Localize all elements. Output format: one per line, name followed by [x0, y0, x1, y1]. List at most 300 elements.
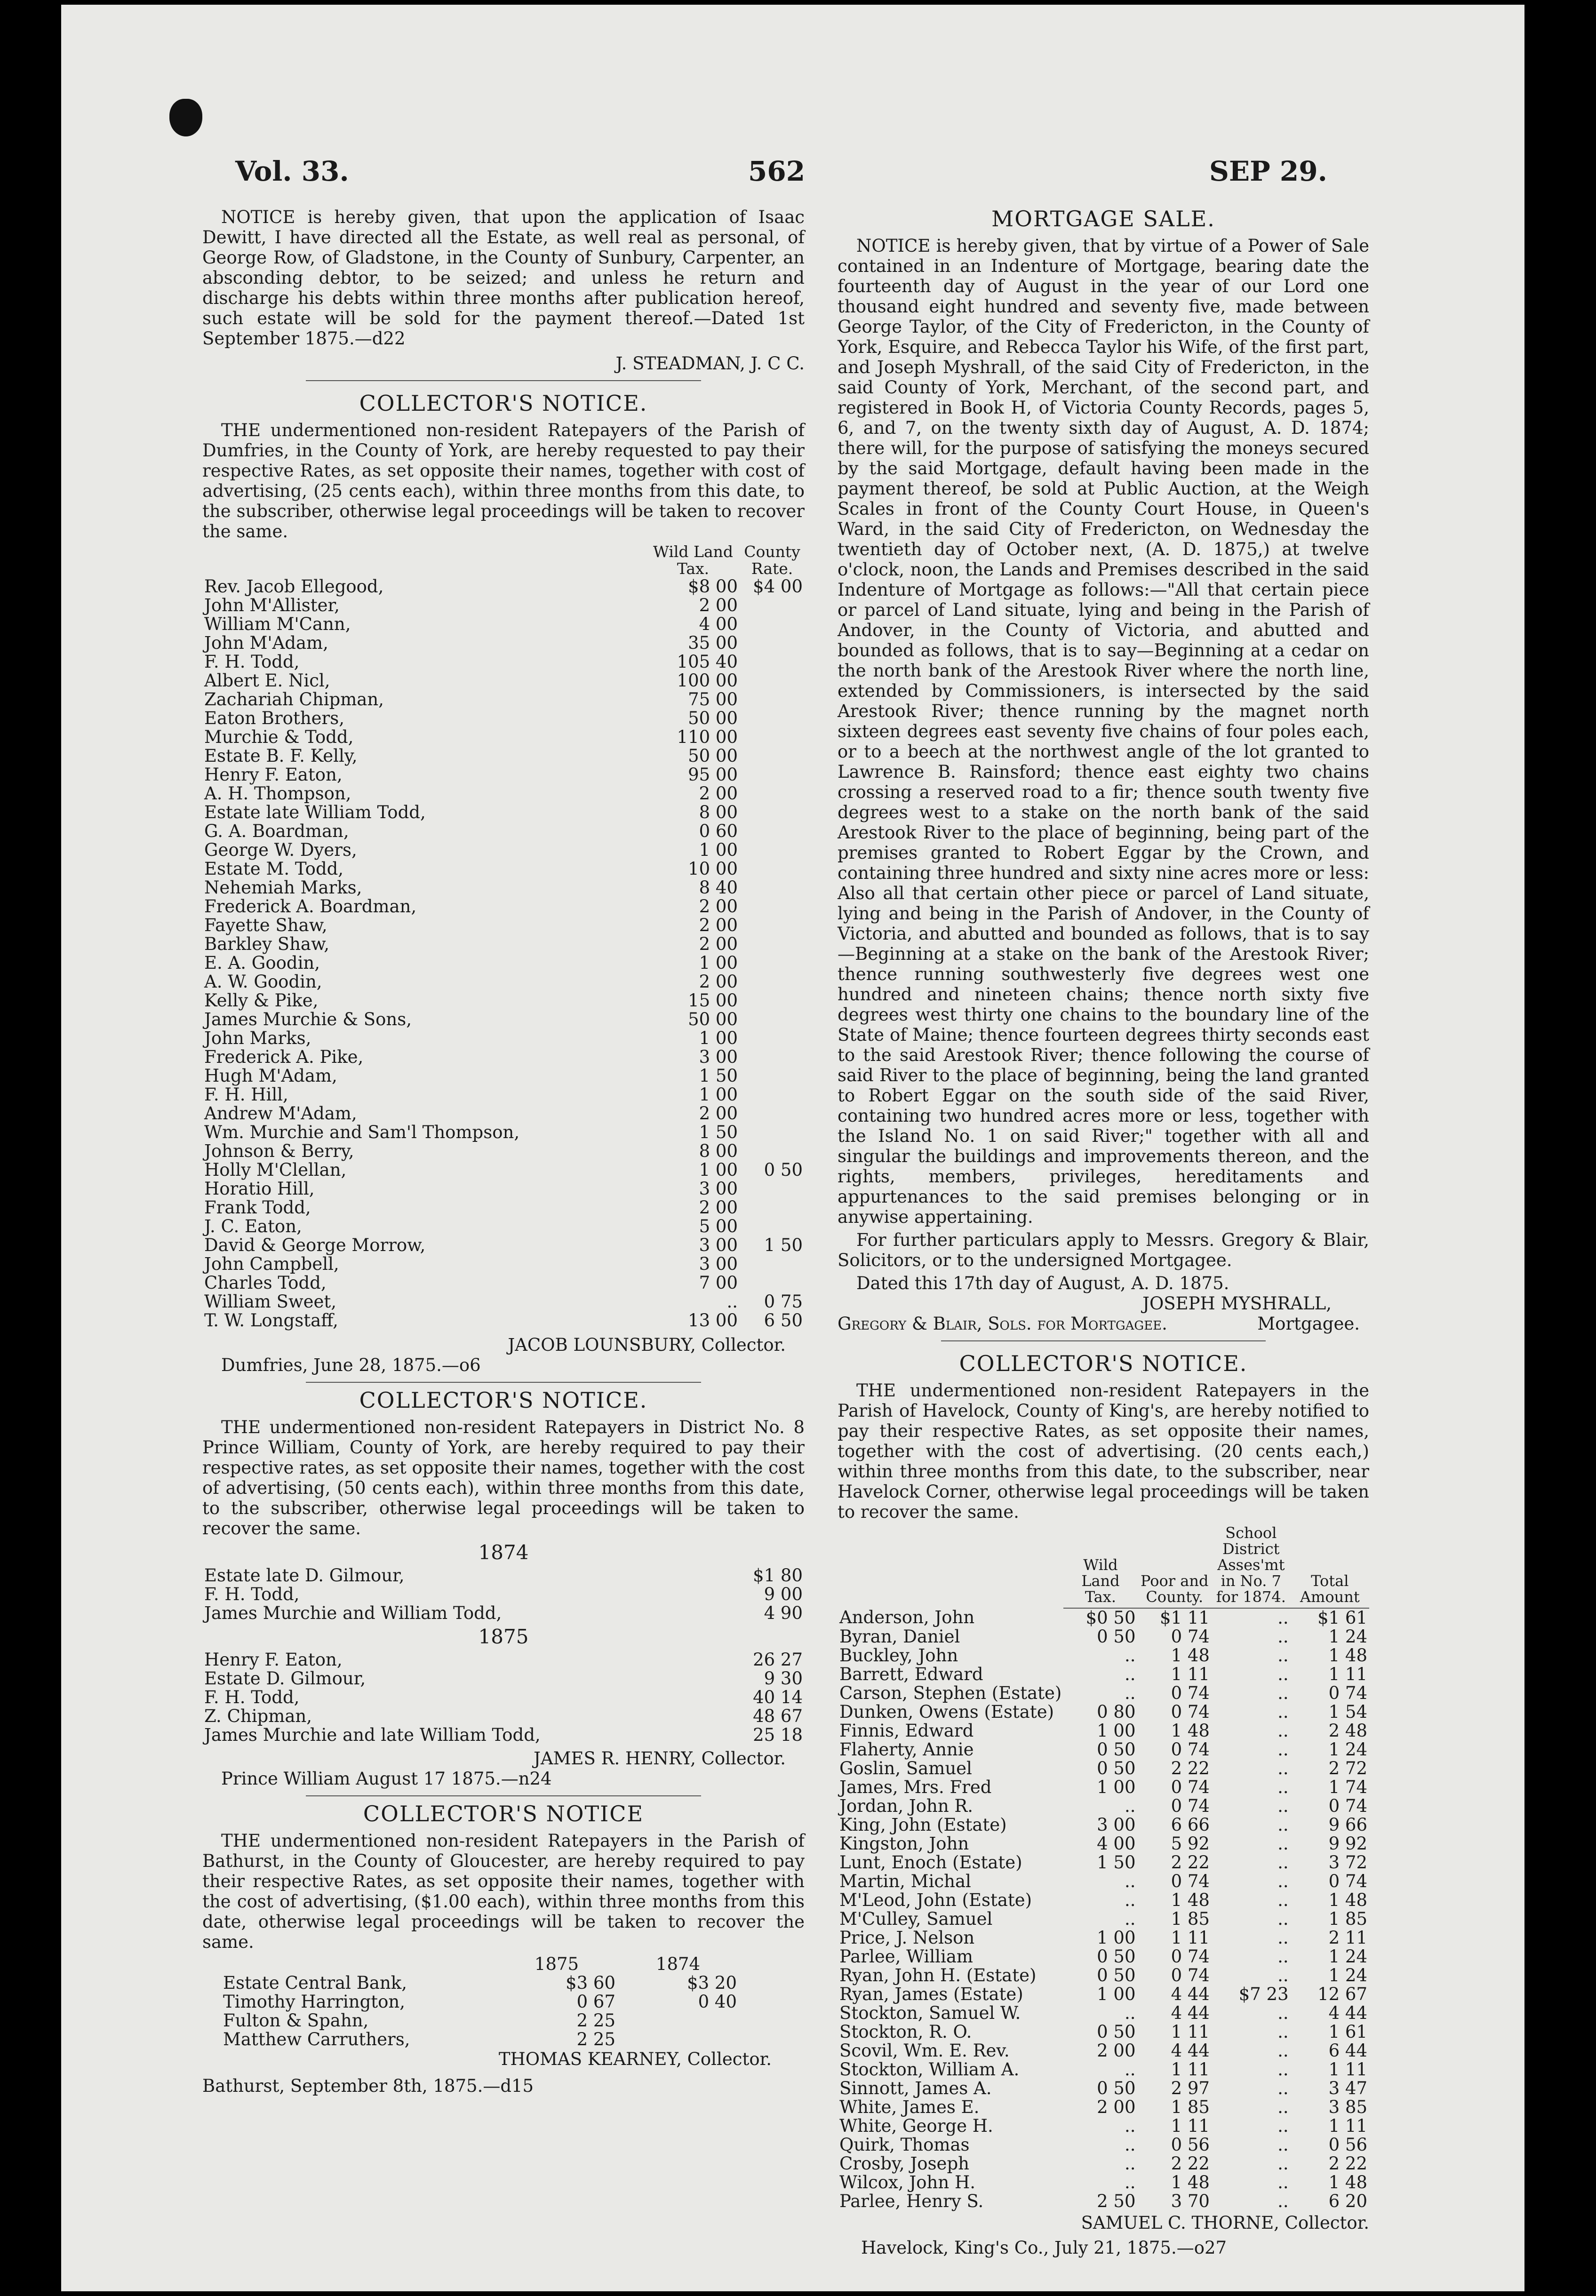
- rate-value: 0 50: [1097, 1965, 1136, 1985]
- rate-value: 1 11: [1171, 2022, 1210, 2042]
- table-row: [221, 1993, 739, 2011]
- rate-value: 110 00: [677, 727, 738, 747]
- table-row: [202, 747, 805, 765]
- table-row: [838, 1891, 1369, 1910]
- table-row: [838, 2154, 1369, 2173]
- ratepayer-name: Frederick A. Pike,: [204, 1047, 364, 1067]
- table-row: [202, 1292, 805, 1311]
- rate-value: 4 90: [764, 1603, 803, 1623]
- column-header: School District Asses'mt in No. 7 for 1874.: [1212, 1525, 1291, 1608]
- rate-value: ..: [1277, 2097, 1289, 2117]
- havelock-table: [838, 1525, 1369, 2211]
- table-row: [838, 2136, 1369, 2154]
- rate-value: 95 00: [688, 765, 738, 785]
- rate-value: $0 50: [1085, 1608, 1136, 1628]
- rate-value: 0 74: [1171, 1946, 1210, 1967]
- table-row: [838, 1872, 1369, 1891]
- rate-value: 1 11: [1171, 2116, 1210, 2136]
- rate-value: 1 00: [1097, 1721, 1136, 1741]
- rate-value: [740, 1180, 805, 1198]
- table-row: [838, 2004, 1369, 2023]
- prince-william-1874-table: [202, 1566, 805, 1623]
- prince-william-heading: COLLECTOR'S NOTICE.: [359, 1387, 648, 1413]
- ratepayer-name: Scovil, Wm. E. Rev.: [839, 2041, 1010, 2061]
- ink-blot-mark: [169, 99, 202, 136]
- rate-value: 1 00: [699, 1160, 738, 1180]
- ratepayer-name: White, James E.: [839, 2097, 980, 2117]
- table-header-row: [838, 1525, 1369, 1608]
- rate-value: [617, 2011, 739, 2030]
- rate-value: 2 00: [699, 1103, 738, 1124]
- prince-william-1875-table: [202, 1650, 805, 1745]
- ratepayer-name: Frederick A. Boardman,: [204, 896, 417, 917]
- table-row: [202, 634, 805, 653]
- table-row: [202, 615, 805, 634]
- rate-value: 13 00: [688, 1310, 738, 1331]
- page-number: 562: [748, 155, 806, 187]
- rate-value: 8 00: [699, 1141, 738, 1161]
- ratepayer-name: Parlee, Henry S.: [839, 2191, 984, 2211]
- rate-value: 0 74: [1171, 1777, 1210, 1797]
- rate-value: $8 00: [688, 576, 738, 597]
- rate-value: [617, 2030, 739, 2049]
- rate-value: 12 67: [1317, 1984, 1367, 2004]
- rate-value: 1 11: [1171, 1928, 1210, 1948]
- rate-value: ..: [1277, 1871, 1289, 1891]
- rate-value: 5 00: [699, 1216, 738, 1236]
- ratepayer-name: F. H. Todd,: [204, 1584, 300, 1604]
- table-row: [202, 860, 805, 878]
- rate-value: 2 00: [1097, 2041, 1136, 2061]
- table-row: [838, 2173, 1369, 2192]
- table-row: [202, 671, 805, 690]
- rate-value: 4 44: [1171, 1984, 1210, 2004]
- rate-value: 26 27: [753, 1650, 803, 1670]
- prince-william-date: Prince William August 17 1875.—n24: [221, 1769, 552, 1789]
- ratepayer-name: Estate Central Bank,: [223, 1973, 407, 1993]
- ratepayer-name: A. W. Goodin,: [204, 972, 322, 992]
- rate-value: 1 48: [1171, 1645, 1210, 1666]
- ratepayer-name: E. A. Goodin,: [204, 953, 320, 973]
- rate-value: 0 74: [1328, 1871, 1367, 1891]
- rate-value: ..: [1277, 1758, 1289, 1778]
- ratepayer-name: John Campbell,: [204, 1254, 339, 1274]
- table-row: [202, 973, 805, 991]
- rate-value: $4 00: [753, 576, 803, 597]
- rate-value: $7 23: [1238, 1984, 1289, 2004]
- bathurst-collector: THOMAS KEARNEY, Collector.: [498, 2049, 772, 2069]
- rate-value: ..: [1277, 2116, 1289, 2136]
- dumfries-rows: [202, 577, 805, 1330]
- rate-value: ..: [1277, 1645, 1289, 1666]
- ratepayer-name: David & George Morrow,: [204, 1235, 426, 1255]
- year-column-header: 1875: [534, 1954, 579, 1974]
- rate-value: ..: [1277, 1852, 1289, 1873]
- table-row: [838, 1797, 1369, 1816]
- table-row: [838, 1834, 1369, 1853]
- rate-value: $3 20: [687, 1973, 737, 1993]
- rate-value: 1 00: [699, 1084, 738, 1105]
- rate-value: 4 44: [1171, 2041, 1210, 2061]
- rate-value: 1 11: [1328, 1664, 1367, 1684]
- table-row: [202, 1274, 805, 1292]
- ratepayer-name: Eaton Brothers,: [204, 708, 344, 728]
- table-row: [202, 1688, 805, 1707]
- rate-value: 1 48: [1328, 1890, 1367, 1910]
- table-row: [202, 765, 805, 784]
- rate-value: 7 00: [699, 1273, 738, 1293]
- table-row: [202, 935, 805, 954]
- rate-value: [740, 671, 805, 690]
- table-row: [221, 1974, 739, 1993]
- ratepayer-name: F. H. Todd,: [204, 1687, 300, 1707]
- rate-value: [740, 1274, 805, 1292]
- ratepayer-name: Goslin, Samuel: [839, 1758, 972, 1778]
- table-row: [202, 822, 805, 841]
- ratepayer-name: James Murchie & Sons,: [204, 1009, 412, 1029]
- havelock-heading: COLLECTOR'S NOTICE.: [959, 1351, 1248, 1376]
- havelock-intro: THE undermentioned non-resident Ratepayers in the Parish of Havelock, County of King's, are hereby notified to pay their respective Rates, as set opposite their names, together with the cost of advertising. (20 cents each,) within three months from this date, to the subscriber, near Havelock Corner, otherwise legal proceedings will be taken to recover the same.: [838, 1380, 1369, 1522]
- ratepayer-name: Ryan, James (Estate): [839, 1984, 1023, 2004]
- rate-value: 0 80: [1097, 1702, 1136, 1722]
- rate-value: [740, 1255, 805, 1274]
- table-row: [838, 2079, 1369, 2098]
- rate-value: ..: [1277, 1890, 1289, 1910]
- rate-value: 105 40: [677, 652, 738, 672]
- rate-value: 1 00: [699, 1028, 738, 1048]
- table-row: [838, 1853, 1369, 1872]
- rate-value: 0 50: [764, 1160, 803, 1180]
- bathurst-heading: COLLECTOR'S NOTICE: [363, 1801, 644, 1826]
- rate-value: 1 61: [1328, 2022, 1367, 2042]
- ratepayer-name: James Murchie and late William Todd,: [204, 1725, 541, 1745]
- ratepayer-name: Estate B. F. Kelly,: [204, 746, 358, 766]
- ratepayer-name: T. W. Longstaff,: [204, 1310, 338, 1331]
- table-row: [202, 596, 805, 615]
- ratepayer-name: Johnson & Berry,: [204, 1141, 354, 1161]
- table-row: [202, 577, 805, 596]
- rate-value: 6 66: [1171, 1815, 1210, 1835]
- ratepayer-name: White, George H.: [839, 2116, 993, 2136]
- rate-value: 1 00: [1097, 1777, 1136, 1797]
- ratepayer-name: Jordan, John R.: [839, 1796, 974, 1816]
- rate-value: 6 50: [764, 1310, 803, 1331]
- table-row: [202, 1566, 805, 1585]
- table-row: [838, 1684, 1369, 1703]
- rate-value: 0 56: [1328, 2135, 1367, 2155]
- rate-value: $1 61: [1317, 1608, 1367, 1628]
- table-row: [838, 2041, 1369, 2060]
- rate-value: 0 74: [1328, 1796, 1367, 1816]
- ratepayer-name: Stockton, William A.: [839, 2059, 1020, 2080]
- ratepayer-name: Flaherty, Annie: [839, 1739, 974, 1760]
- rate-value: ..: [1124, 2172, 1136, 2192]
- rate-value: ..: [726, 1292, 738, 1312]
- ratepayer-name: Wilcox, John H.: [839, 2172, 975, 2192]
- rate-value: [740, 991, 805, 1010]
- rate-value: 50 00: [688, 1009, 738, 1029]
- left-column: [202, 207, 805, 2096]
- ratepayer-name: John M'Adam,: [204, 633, 328, 653]
- rate-value: 2 22: [1328, 2153, 1367, 2174]
- rate-value: [740, 954, 805, 973]
- rate-value: ..: [1277, 1702, 1289, 1722]
- dumfries-collector: JACOB LOUNSBURY, Collector.: [508, 1335, 786, 1355]
- right-column: [838, 207, 1369, 2258]
- rate-value: 2 22: [1171, 2153, 1210, 2174]
- ratepayer-name: Matthew Carruthers,: [223, 2029, 410, 2049]
- ratepayer-name: Wm. Murchie and Sam'l Thompson,: [204, 1122, 520, 1142]
- table-row: [838, 1627, 1369, 1646]
- table-row: [202, 878, 805, 897]
- rate-value: 0 50: [1097, 1739, 1136, 1760]
- table-row: [838, 2192, 1369, 2211]
- ratepayer-name: G. A. Boardman,: [204, 821, 349, 841]
- dewitt-notice-text: NOTICE is hereby given, that upon the application of Isaac Dewitt, I have directed all the Estate, as well real as personal, of George Row, of Gladstone, in the County of Sunbury, Carpenter, an absconding debtor, to be seized; and unless he return and discharge his debts within three months after publication hereof, such estate will be sold for the payment thereof.—Dated 1st September 1875.—d22: [202, 207, 805, 349]
- table-row: [838, 2060, 1369, 2079]
- rate-value: [740, 1048, 805, 1067]
- issue-date: SEP 29.: [1209, 155, 1327, 187]
- rate-value: [740, 728, 805, 747]
- rate-value: 2 48: [1328, 1721, 1367, 1741]
- table-row: [202, 954, 805, 973]
- table-row: [202, 916, 805, 935]
- rate-value: ..: [1277, 2059, 1289, 2080]
- rate-value: ..: [1277, 1965, 1289, 1985]
- rate-value: 0 74: [1171, 1965, 1210, 1985]
- rate-value: 2 00: [699, 896, 738, 917]
- rate-value: [740, 803, 805, 822]
- table-row: [838, 1778, 1369, 1797]
- rate-value: ..: [1277, 2135, 1289, 2155]
- rate-value: ..: [1277, 1777, 1289, 1797]
- ratepayer-name: Byran, Daniel: [839, 1626, 960, 1647]
- ratepayer-name: Timothy Harrington,: [223, 1992, 406, 2012]
- dumfries-table: [202, 543, 805, 1330]
- ratepayer-name: Parlee, William: [839, 1946, 973, 1967]
- rate-value: 3 47: [1328, 2078, 1367, 2098]
- rate-value: ..: [1277, 1928, 1289, 1948]
- bathurst-intro: THE undermentioned non-resident Ratepayers in the Parish of Bathurst, in the County of Gloucester, are hereby required to pay their respective Rates, as set opposite their names, together with the cost of advertising, ($1.00 each), within three months from this date, otherwise legal proceedings will be taken to recover the same.: [202, 1831, 805, 1952]
- table-row: [838, 1608, 1369, 1627]
- rate-value: 1 50: [699, 1066, 738, 1086]
- rate-value: 6 20: [1328, 2191, 1367, 2211]
- table-row: [202, 1217, 805, 1236]
- rate-value: 9 30: [764, 1668, 803, 1689]
- rate-value: 2 00: [699, 934, 738, 954]
- table-row: [838, 1985, 1369, 2004]
- rate-value: 0 40: [698, 1992, 737, 2012]
- rate-value: ..: [1124, 2153, 1136, 2174]
- rate-value: 1 85: [1328, 1909, 1367, 1929]
- ratepayer-name: Carson, Stephen (Estate): [839, 1683, 1062, 1703]
- dumfries-heading: COLLECTOR'S NOTICE.: [359, 391, 648, 416]
- rate-value: ..: [1277, 2191, 1289, 2211]
- table-row: [202, 709, 805, 728]
- dumfries-date: Dumfries, June 28, 1875.—o6: [221, 1355, 481, 1375]
- rate-value: 8 00: [699, 802, 738, 822]
- table-row: [202, 1123, 805, 1142]
- rate-value: ..: [1277, 1664, 1289, 1684]
- table-row: [202, 1669, 805, 1688]
- ratepayer-name: Estate late William Todd,: [204, 802, 426, 822]
- table-row: [838, 2023, 1369, 2041]
- rate-value: 0 56: [1171, 2135, 1210, 2155]
- rate-value: 0 74: [1171, 1796, 1210, 1816]
- mortgagee-name: JOSEPH MYSHRALL,: [1142, 1293, 1332, 1314]
- rate-value: 1 48: [1328, 2172, 1367, 2192]
- rate-value: ..: [1277, 2041, 1289, 2061]
- rate-value: [740, 1067, 805, 1085]
- rate-value: 3 70: [1171, 2191, 1210, 2211]
- mortgagee-label: Mortgagee.: [1257, 1314, 1360, 1334]
- rate-value: 1 74: [1328, 1777, 1367, 1797]
- ratepayer-name: Charles Todd,: [204, 1273, 327, 1293]
- rate-value: ..: [1124, 2059, 1136, 2080]
- rate-value: [740, 596, 805, 615]
- table-row: [202, 653, 805, 671]
- rate-value: [740, 615, 805, 634]
- table-row: [202, 1142, 805, 1161]
- ratepayer-name: Frank Todd,: [204, 1197, 311, 1218]
- rate-value: 0 50: [1097, 1626, 1136, 1647]
- rate-value: 4 00: [699, 614, 738, 634]
- rate-value: 3 00: [1097, 1815, 1136, 1835]
- rate-value: 9 92: [1328, 1834, 1367, 1854]
- ratepayer-name: F. H. Todd,: [204, 652, 300, 672]
- prince-william-collector: JAMES R. HENRY, Collector.: [534, 1748, 786, 1769]
- ratepayer-name: J. C. Eaton,: [204, 1216, 302, 1236]
- rate-value: ..: [1277, 1683, 1289, 1703]
- rate-value: 1 48: [1171, 1721, 1210, 1741]
- table-row: [202, 991, 805, 1010]
- rate-value: ..: [1124, 2003, 1136, 2023]
- rate-value: 75 00: [688, 689, 738, 710]
- ratepayer-name: Quirk, Thomas: [839, 2135, 970, 2155]
- table-row: [202, 1010, 805, 1029]
- rate-value: ..: [1277, 1909, 1289, 1929]
- table-row: [202, 1707, 805, 1726]
- rate-value: [740, 1123, 805, 1142]
- ratepayer-name: John Marks,: [204, 1028, 311, 1048]
- rate-value: 100 00: [677, 670, 738, 691]
- ratepayer-name: Estate M. Todd,: [204, 859, 344, 879]
- rate-value: 35 00: [688, 633, 738, 653]
- ratepayer-name: Fayette Shaw,: [204, 915, 327, 935]
- solicitors-line: Gregory & Blair, Sols. for Mortgagee.: [838, 1314, 1167, 1334]
- table-row: [202, 1650, 805, 1669]
- table-row: [202, 1311, 805, 1330]
- rate-value: $1 11: [1160, 1608, 1210, 1628]
- ratepayer-name: Nehemiah Marks,: [204, 877, 362, 898]
- rate-value: 0 50: [1097, 2022, 1136, 2042]
- rate-value: ..: [1277, 1834, 1289, 1854]
- rate-value: 3 00: [699, 1047, 738, 1067]
- year-heading: 1875: [478, 1625, 529, 1648]
- table-row: [202, 1048, 805, 1067]
- ratepayer-name: Barkley Shaw,: [204, 934, 330, 954]
- ratepayer-name: Crosby, Joseph: [839, 2153, 969, 2174]
- ratepayer-name: James Murchie and William Todd,: [204, 1603, 502, 1623]
- table-row: [838, 1646, 1369, 1665]
- rate-value: [740, 1104, 805, 1123]
- ratepayer-name: Henry F. Eaton,: [204, 765, 343, 785]
- rate-value: 2 22: [1171, 1852, 1210, 1873]
- column-header: County Rate.: [744, 542, 800, 578]
- table-row: [202, 897, 805, 916]
- table-row: [202, 728, 805, 747]
- rate-value: [740, 841, 805, 860]
- rate-value: 50 00: [688, 746, 738, 766]
- rate-value: 0 67: [576, 1992, 615, 2012]
- gazette-page: [61, 5, 1524, 2291]
- ratepayer-name: Kelly & Pike,: [204, 990, 319, 1011]
- rate-value: ..: [1124, 2135, 1136, 2155]
- rate-value: ..: [1124, 1645, 1136, 1666]
- ratepayer-name: Lunt, Enoch (Estate): [839, 1852, 1022, 1873]
- rate-value: [740, 935, 805, 954]
- table-row: [838, 1966, 1369, 1985]
- rate-value: 1 00: [1097, 1928, 1136, 1948]
- rate-value: ..: [1124, 1890, 1136, 1910]
- ratepayer-name: F. H. Hill,: [204, 1084, 288, 1105]
- rate-value: 8 40: [699, 877, 738, 898]
- rate-value: 0 50: [1097, 2078, 1136, 2098]
- table-row: [838, 1665, 1369, 1684]
- mortgage-sale-heading: MORTGAGE SALE.: [991, 206, 1215, 231]
- ratepayer-name: Andrew M'Adam,: [204, 1103, 357, 1124]
- ratepayer-name: Fulton & Spahn,: [223, 2010, 369, 2031]
- rate-value: 2 25: [576, 2010, 615, 2031]
- ratepayer-name: Ryan, John H. (Estate): [839, 1965, 1037, 1985]
- rate-value: ..: [1277, 1815, 1289, 1835]
- rate-value: [740, 765, 805, 784]
- column-header: Total Amount: [1291, 1525, 1369, 1608]
- rate-value: 4 44: [1328, 2003, 1367, 2023]
- rate-value: 2 00: [699, 1197, 738, 1218]
- ratepayer-name: Kingston, John: [839, 1834, 969, 1854]
- rate-value: 0 60: [699, 821, 738, 841]
- rate-value: 2 25: [576, 2029, 615, 2049]
- rate-value: [740, 1198, 805, 1217]
- table-row: [202, 1236, 805, 1255]
- rate-value: [740, 709, 805, 728]
- rate-value: ..: [1124, 1871, 1136, 1891]
- ratepayer-name: George W. Dyers,: [204, 840, 357, 860]
- rate-value: 0 74: [1171, 1626, 1210, 1647]
- rate-value: 25 18: [753, 1725, 803, 1745]
- table-row: [202, 803, 805, 822]
- volume-number: Vol. 33.: [235, 155, 349, 187]
- table-row: [202, 1161, 805, 1180]
- rate-value: 0 74: [1328, 1683, 1367, 1703]
- table-row: [838, 2098, 1369, 2117]
- ratepayer-name: Stockton, Samuel W.: [839, 2003, 1021, 2023]
- table-row: [202, 1604, 805, 1623]
- table-row: [202, 1726, 805, 1745]
- mortgage-signature-line: [838, 1314, 1369, 1334]
- column-header: Wild Land Tax.: [653, 542, 734, 578]
- rate-value: 1 11: [1328, 2059, 1367, 2080]
- table-row: [202, 841, 805, 860]
- table-row: [838, 1910, 1369, 1929]
- rate-value: ..: [1277, 2003, 1289, 2023]
- rate-value: 0 50: [1097, 1758, 1136, 1778]
- ratepayer-name: Finnis, Edward: [839, 1721, 974, 1741]
- rate-value: [740, 822, 805, 841]
- table-row: [202, 784, 805, 803]
- table-row: [838, 2117, 1369, 2136]
